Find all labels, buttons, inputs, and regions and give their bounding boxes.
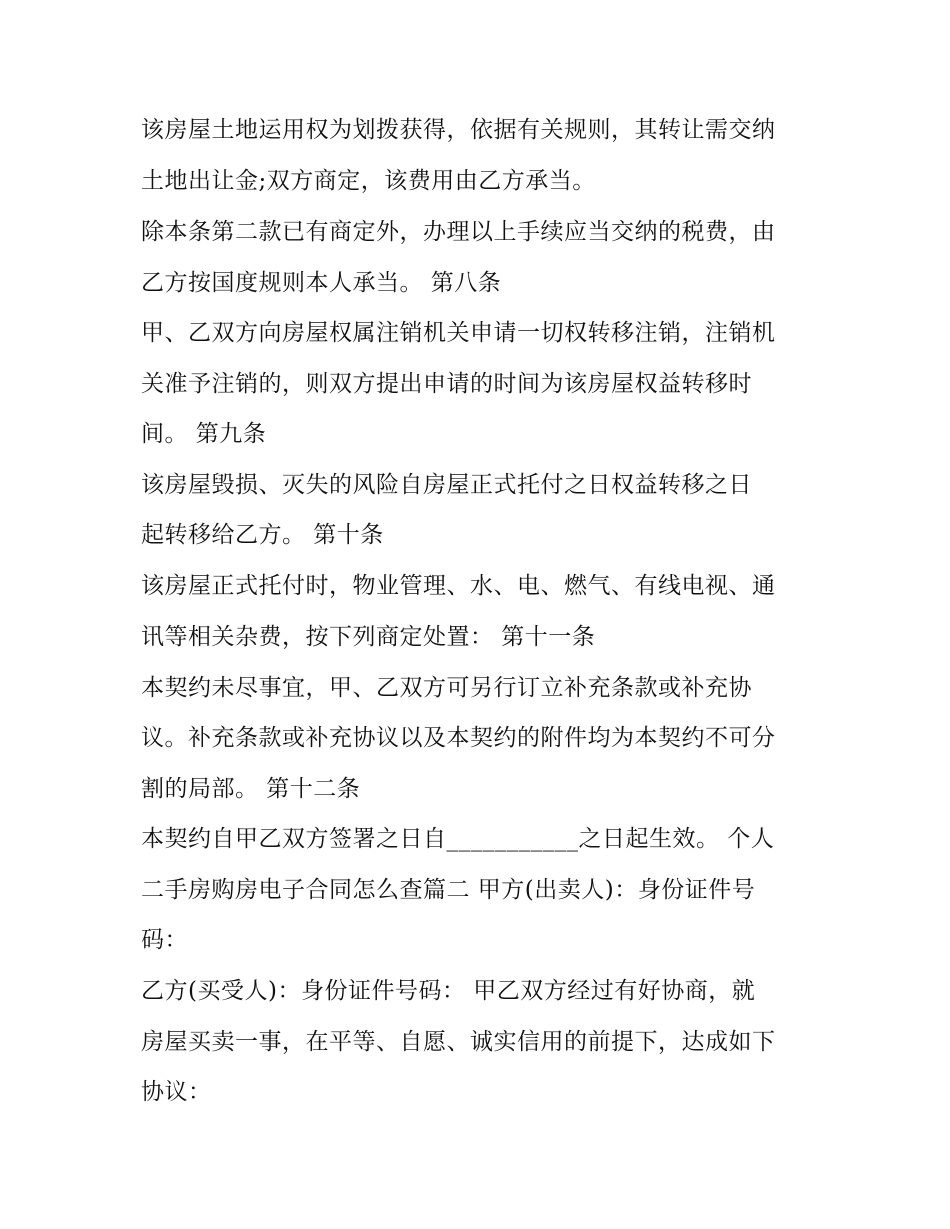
- text-line: 讯等相关杂费，按下列商定处置： 第十一条: [141, 624, 596, 650]
- text-line: 除本条第二款已有商定外，办理以上手续应当交纳的税费，由: [141, 219, 776, 245]
- text-line: 议。补充条款或补充协议以及本契约的附件均为本契约不可分: [141, 725, 776, 751]
- text-line: 本契约自甲乙双方签署之日自___________之日起生效。 个人: [141, 826, 775, 852]
- text-line: 乙方(买受人)：身份证件号码： 甲乙双方经过有好协商，就: [141, 978, 756, 1004]
- text-line: 割的局部。 第十二条: [141, 776, 361, 802]
- text-line: 本契约未尽事宜，甲、乙双方可另行订立补充条款或补充协: [141, 675, 752, 701]
- text-line: 该房屋土地运用权为划拨获得，依据有关规则，其转让需交纳: [141, 117, 776, 143]
- text-line: 码：: [141, 927, 188, 953]
- text-line: 关准予注销的，则双方提出申请的时间为该房屋权益转移时: [141, 371, 752, 397]
- text-line: 该房屋毁损、灭失的风险自房屋正式托付之日权益转移之日: [141, 472, 752, 498]
- text-line: 起转移给乙方。 第十条: [141, 522, 384, 548]
- text-line: 甲、乙双方向房屋权属注销机关申请一切权转移注销，注销机: [141, 320, 776, 346]
- text-line: 协议：: [141, 1079, 212, 1105]
- text-line: 二手房购房电子合同怎么查篇二 甲方(出卖人)：身份证件号: [141, 877, 756, 903]
- text-line: 该房屋正式托付时，物业管理、水、电、燃气、有线电视、通: [141, 573, 776, 599]
- text-line: 房屋买卖一事，在平等、自愿、诚实信用的前提下，达成如下: [141, 1029, 776, 1055]
- text-line: 间。 第九条: [141, 421, 267, 447]
- text-line: 乙方按国度规则本人承当。 第八条: [141, 270, 502, 296]
- text-line: 土地出让金;双方商定，该费用由乙方承当。: [141, 168, 596, 194]
